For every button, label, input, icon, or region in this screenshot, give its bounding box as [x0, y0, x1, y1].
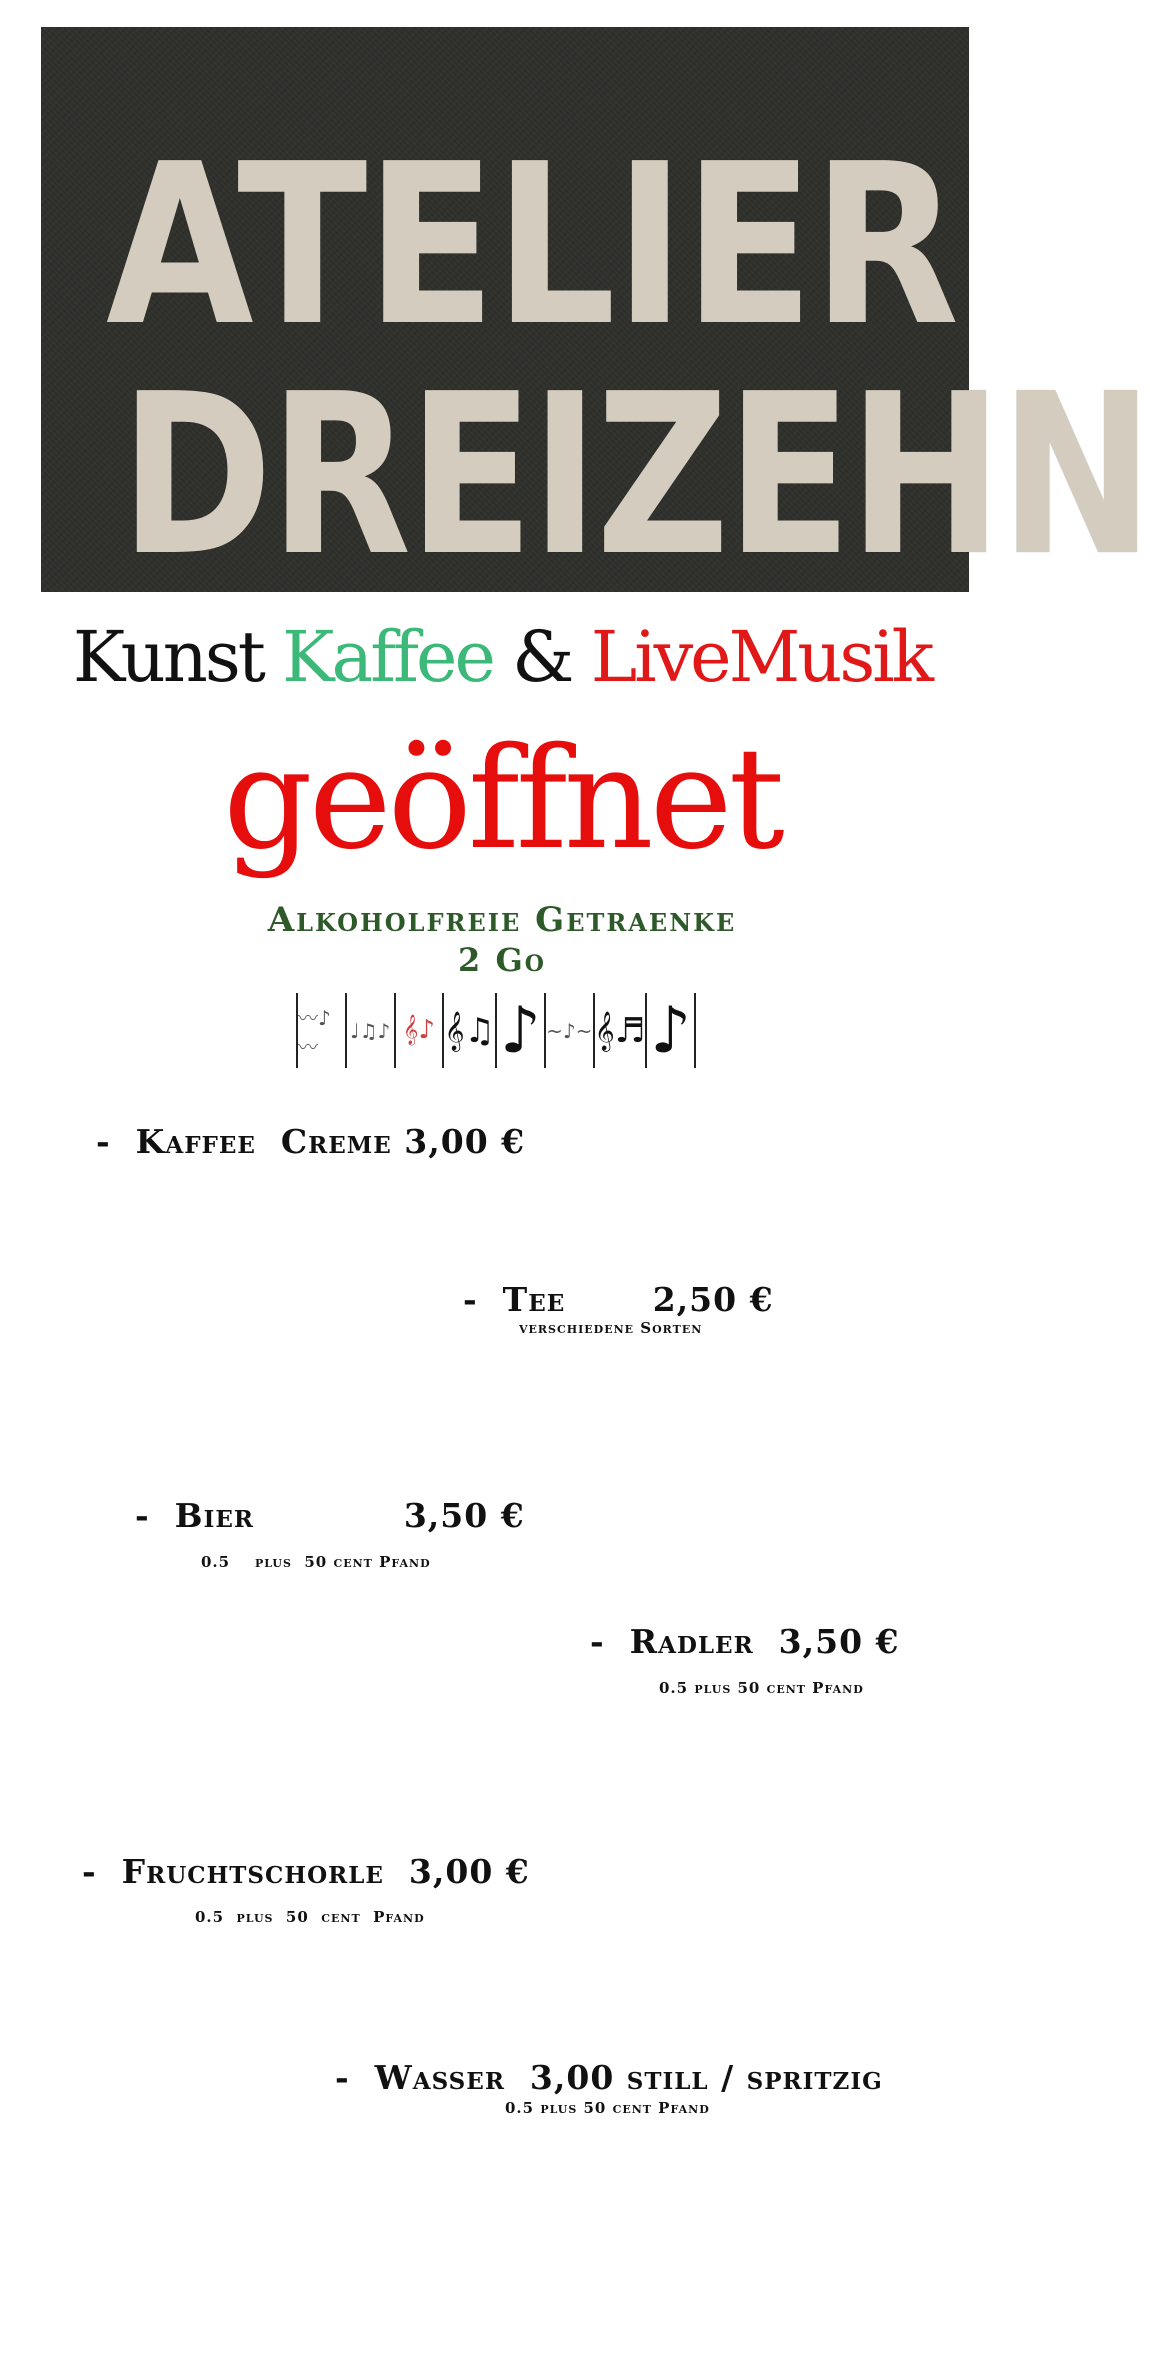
eighth-note-icon: ♪: [495, 993, 544, 1068]
section-subheading: 2 Go: [458, 941, 546, 979]
menu-note-fruchtschorle: 0.5 plus 50 cent Pfand: [195, 1908, 425, 1926]
menu-item-bier: - Bier 3,50 €: [135, 1496, 525, 1535]
section-heading: Alkoholfreie Getraenke: [267, 900, 737, 940]
menu-item-fruchtschorle: - Fruchtschorle 3,00 €: [82, 1852, 530, 1891]
opening-status: geöffnet: [223, 718, 781, 881]
menu-item-wasser: - Wasser 3,00 still / spritzig: [335, 2058, 883, 2097]
melody-icon: ~♪~: [544, 993, 593, 1068]
menu-note-radler: 0.5 plus 50 cent Pfand: [659, 1679, 864, 1697]
menu-item-radler: - Radler 3,50 €: [590, 1622, 900, 1661]
logo-line-dreizehn: DREIZEHN: [119, 347, 1150, 605]
tagline: [0, 612, 1004, 702]
notes-group-icon: 𝄞♬: [593, 993, 646, 1068]
menu-note-tee: verschiedene Sorten: [519, 1319, 703, 1337]
tagline-kunst: Kunst: [72, 616, 263, 698]
tagline-kaffee: Kaffee: [282, 616, 493, 698]
quarter-note-icon: ♪: [645, 993, 696, 1068]
tagline-livemusik: LiveMusik: [590, 616, 932, 698]
logo-line-atelier: ATELIER: [105, 117, 958, 375]
menu-note-wasser: 0.5 plus 50 cent Pfand: [505, 2099, 710, 2117]
scattered-notes-icon: ♩♫♪: [345, 993, 394, 1068]
tagline-ampersand: &: [512, 616, 572, 698]
menu-item-kaffee: - Kaffee Creme 3,00 €: [96, 1122, 526, 1161]
menu-note-bier: 0.5 plus 50 cent Pfand: [201, 1553, 431, 1571]
music-notes-strip: [296, 993, 696, 1068]
treble-clef-notes-icon: 𝄞♫: [442, 993, 495, 1068]
menu-item-tee: - Tee 2,50 €: [463, 1280, 774, 1319]
atelier-dreizehn-logo: [41, 27, 1150, 605]
sheet-music-icon: 〰♪〰: [296, 993, 345, 1068]
treble-clef-icon: 𝄞♪: [394, 993, 443, 1068]
